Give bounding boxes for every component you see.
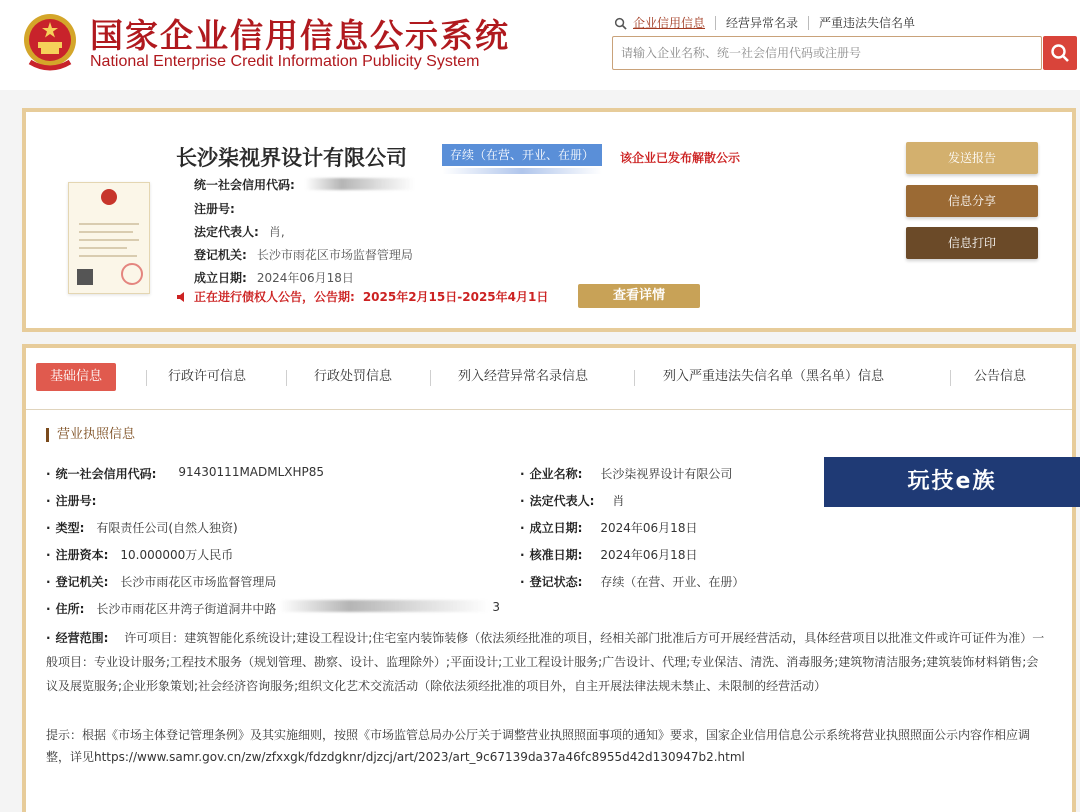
tab-announcements[interactable]: 公告信息	[974, 369, 1027, 384]
company-name: 长沙柒视界设计有限公司	[176, 146, 407, 170]
info-row-credit-code: 统一社会信用代码:	[194, 176, 415, 193]
tab-basic-info[interactable]: 基础信息	[36, 363, 116, 391]
seal-icon	[121, 263, 143, 285]
field-established: · 成立日期: 2024年06月18日	[520, 519, 697, 536]
company-summary-card	[22, 108, 1076, 332]
send-report-button[interactable]: 发送报告	[906, 142, 1038, 174]
search-icon	[614, 17, 627, 30]
share-info-button[interactable]: 信息分享	[906, 185, 1038, 217]
site-title: 国家企业信用信息公示系统	[90, 16, 510, 55]
watermark-logo: 玩技e族	[824, 457, 1080, 507]
national-emblem-icon	[22, 12, 78, 74]
section-title: 营业执照信息	[46, 428, 135, 442]
search-tab-blacklist[interactable]: 严重违法失信名单	[808, 16, 925, 30]
view-details-button[interactable]: 查看详情	[578, 284, 700, 308]
dissolution-notice[interactable]: 该企业已发布解散公示	[620, 151, 741, 165]
notice-tip: 提示：根据《市场主体登记管理条例》及其实施细则，按照《市场监管总局办公厅关于调整营业执照照面事项的通知》要求，国家企业信用信息公示系统将营业执照照面公示内容作相应调整，详见https://www.samr.gov.cn/zw/zfxxgk/fdzdgknr/djzcj/art/2023/art_9c67139da37a46fc8955d42d130947b2.html	[46, 728, 1031, 764]
tab-admin-penalty[interactable]: 行政处罚信息	[314, 369, 393, 384]
site-header	[0, 0, 1080, 90]
info-row-authority: 登记机关: 长沙市雨花区市场监督管理局	[194, 248, 413, 262]
search-type-tabs	[614, 16, 925, 30]
site-subtitle: National Enterprise Credit Information Publicity System	[90, 53, 480, 70]
business-scope: · 经营范围: 许可项目：建筑智能化系统设计;建设工程设计;住宅室内装饰装修（依法须经批准的项目，经相关部门批准后方可开展经营活动，具体经营项目以批准文件或许可证件为准）一般项目：专业设计服务;工程技术服务（规划管理、勘察、设计、监理除外）;平面设计;工业工程设计服务;广告设计、代理;专业保洁、清洗、消毒服务;建筑物清洁服务;建筑装饰材料销售;会议及展览服务;企业形象策划;社会经济咨询服务;组织文化艺术交流活动（除依法须经批准的项目外，自主开展法律法规未禁止、未限制的经营活动）	[46, 626, 1050, 698]
print-info-button[interactable]: 信息打印	[906, 227, 1038, 259]
tab-admin-license[interactable]: 行政许可信息	[168, 369, 247, 384]
info-row-reg-no: 注册号:	[194, 202, 235, 216]
field-authority: · 登记机关: 长沙市雨花区市场监督管理局	[46, 573, 276, 590]
info-row-legal-rep: 法定代表人: 肖,	[194, 225, 285, 239]
field-reg-status: · 登记状态: 存续（在营、开业、在册）	[520, 573, 744, 590]
field-type: · 类型: 有限责任公司(自然人独资)	[46, 519, 238, 536]
search-button[interactable]	[1043, 36, 1077, 70]
status-badge: 存续（在营、开业、在册）	[442, 144, 602, 166]
field-company-name: · 企业名称: 长沙柒视界设计有限公司	[520, 465, 732, 482]
field-reg-no: · 注册号:	[46, 492, 108, 509]
field-credit-code: · 统一社会信用代码: 91430111MADMLXHP85	[46, 465, 324, 482]
search-tab-abnormal[interactable]: 经营异常名录	[715, 16, 808, 30]
license-emblem-icon	[101, 189, 117, 205]
search-input[interactable]	[613, 37, 1041, 69]
field-address: · 住所: 长沙市雨花区井湾子街道洞井中路 3	[46, 600, 500, 617]
speaker-icon	[176, 291, 188, 303]
detail-panel	[22, 344, 1076, 812]
field-legal-rep: · 法定代表人: 肖	[520, 492, 624, 509]
creditor-announcement: 正在进行债权人公告，公告期: 2025年2月15日-2025年4月1日	[176, 288, 548, 305]
tab-blacklist[interactable]: 列入严重违法失信名单（黑名单）信息	[663, 369, 885, 384]
field-approval-date: · 核准日期: 2024年06月18日	[520, 546, 697, 563]
tab-abnormal-list[interactable]: 列入经营异常名录信息	[458, 369, 589, 384]
search-box	[612, 36, 1042, 70]
info-row-established: 成立日期: 2024年06月18日	[194, 271, 354, 285]
qr-code-icon	[77, 269, 93, 285]
search-tab-credit[interactable]: 企业信用信息	[633, 16, 706, 30]
business-license-thumbnail[interactable]	[68, 182, 150, 294]
search-icon	[1050, 43, 1070, 63]
info-tabs	[26, 348, 1072, 410]
field-capital: · 注册资本: 10.000000万人民币	[46, 546, 233, 563]
